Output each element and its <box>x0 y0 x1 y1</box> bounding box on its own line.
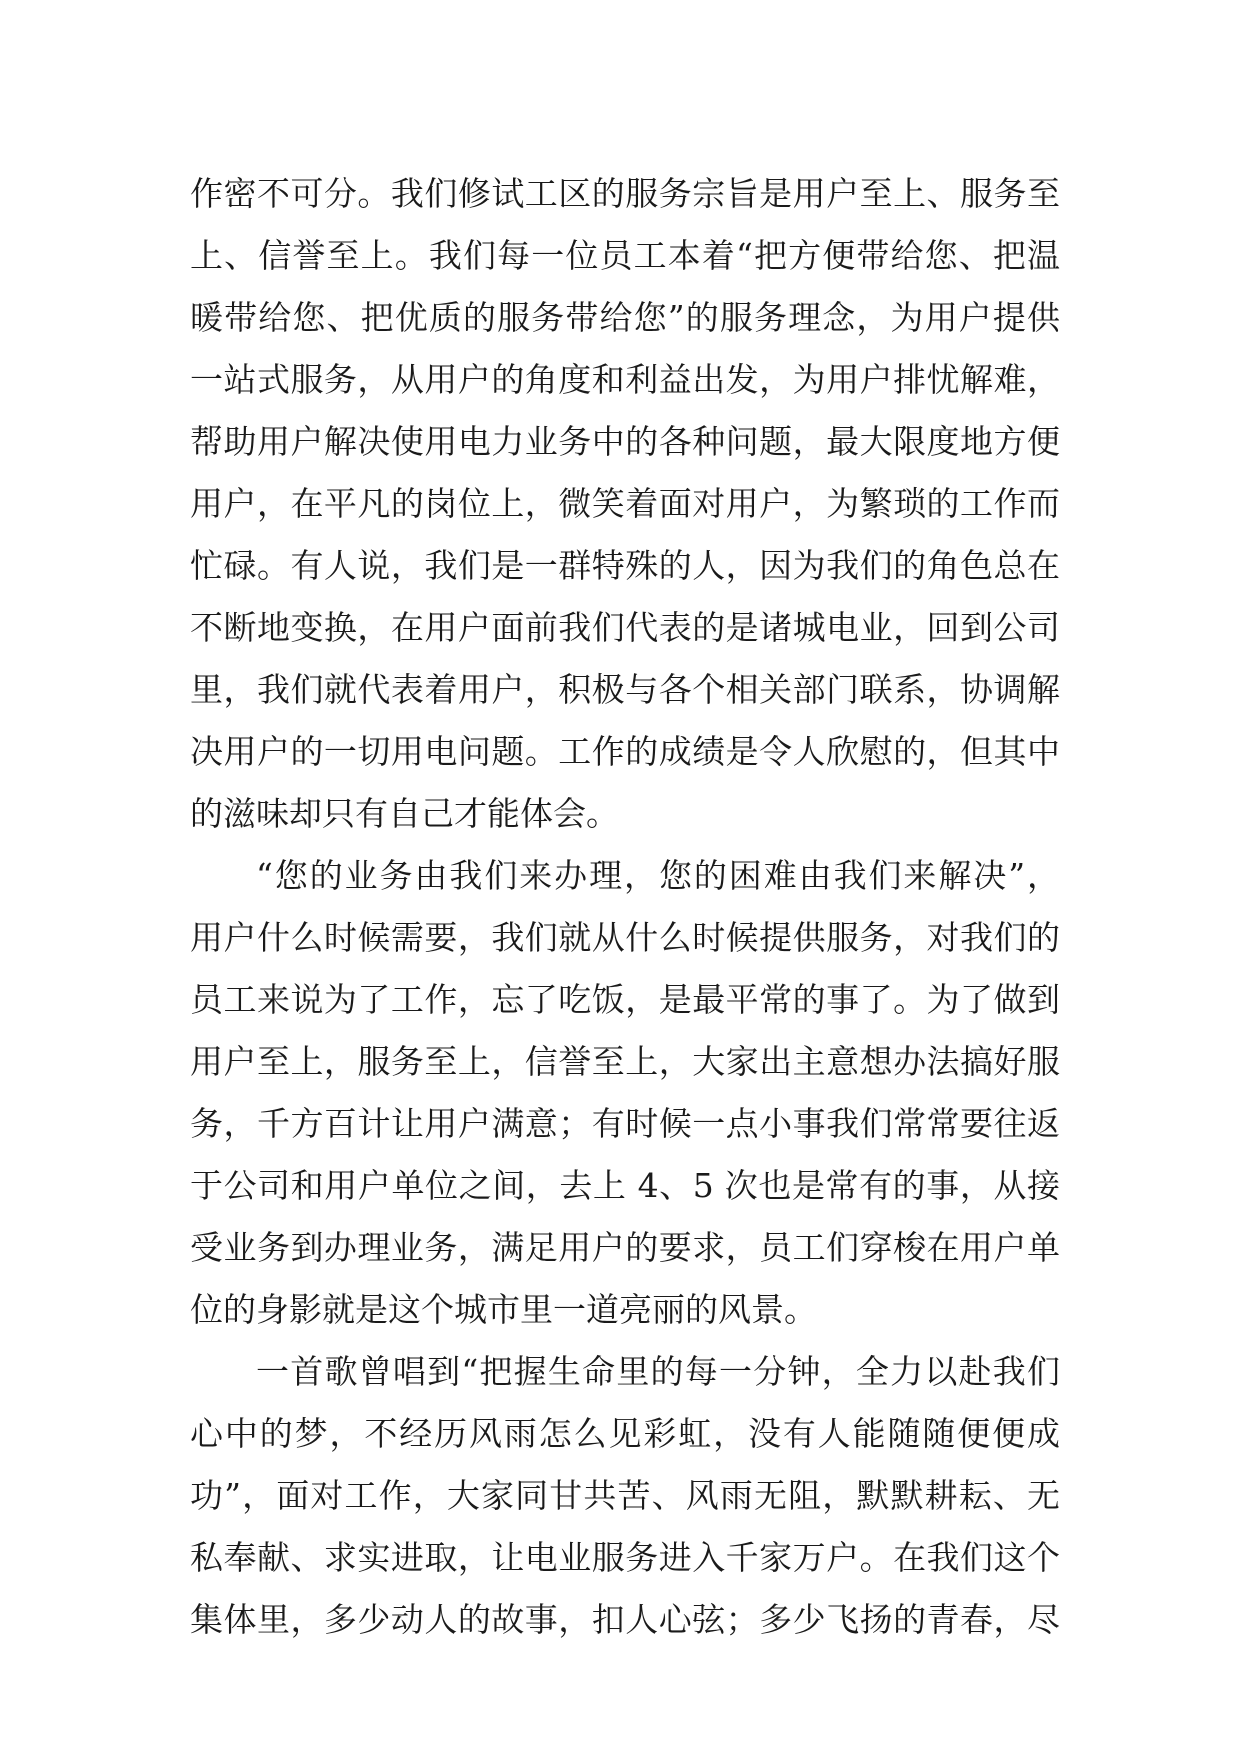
text-line: 用户什么时候需要，我们就从什么时候提供服务，对我们的 <box>190 918 1060 957</box>
text-line: 用户至上，服务至上，信誉至上，大家出主意想办法搞好服 <box>190 1042 1060 1081</box>
text-line: 帮助用户解决使用电力业务中的各种问题，最大限度地方便 <box>190 422 1060 461</box>
text-line: 暖带给您、把优质的服务带给您”的服务理念，为用户提供 <box>190 298 1060 337</box>
text-line: 于公司和用户单位之间，去上 4、5 次也是常有的事，从接 <box>190 1166 1060 1205</box>
text-line: 员工来说为了工作，忘了吃饭，是最平常的事了。为了做到 <box>190 980 1060 1019</box>
text-line: 忙碌。有人说，我们是一群特殊的人，因为我们的角色总在 <box>190 546 1060 585</box>
text-line: 位的身影就是这个城市里一道亮丽的风景。 <box>190 1290 817 1329</box>
text-line: 上、信誉至上。我们每一位员工本着“把方便带给您、把温 <box>190 236 1060 275</box>
text-line: 里，我们就代表着用户，积极与各个相关部门联系，协调解 <box>190 670 1060 709</box>
text-line: 受业务到办理业务，满足用户的要求，员工们穿梭在用户单 <box>190 1228 1060 1267</box>
text-line: 的滋味却只有自己才能体会。 <box>190 794 619 833</box>
text-line: 不断地变换，在用户面前我们代表的是诸城电业，回到公司 <box>190 608 1060 647</box>
text-line: 作密不可分。我们修试工区的服务宗旨是用户至上、服务至 <box>190 174 1060 213</box>
text-line: 心中的梦，不经历风雨怎么见彩虹，没有人能随随便便成 <box>190 1414 1060 1453</box>
text-line: 功”，面对工作，大家同甘共苦、风雨无阻，默默耕耘、无 <box>190 1476 1060 1515</box>
paragraph <box>190 845 1060 1341</box>
text-line: 私奉献、求实进取，让电业服务进入千家万户。在我们这个 <box>190 1538 1060 1577</box>
text-line: 用户，在平凡的岗位上，微笑着面对用户，为繁琐的工作而 <box>190 484 1060 523</box>
text-line: 决用户的一切用电问题。工作的成绩是令人欣慰的，但其中 <box>190 732 1060 771</box>
paragraph <box>190 1341 1060 1651</box>
paragraph <box>190 163 1060 845</box>
text-line: “您的业务由我们来办理，您的困难由我们来解决”， <box>256 856 1060 895</box>
text-line: 集体里，多少动人的故事，扣人心弦；多少飞扬的青春，尽 <box>190 1600 1060 1639</box>
document-body <box>190 163 1060 1651</box>
text-line: 一首歌曾唱到“把握生命里的每一分钟，全力以赴我们 <box>256 1352 1060 1391</box>
text-line: 务，千方百计让用户满意；有时候一点小事我们常常要往返 <box>190 1104 1060 1143</box>
text-line: 一站式服务，从用户的角度和利益出发，为用户排忧解难， <box>190 360 1060 399</box>
